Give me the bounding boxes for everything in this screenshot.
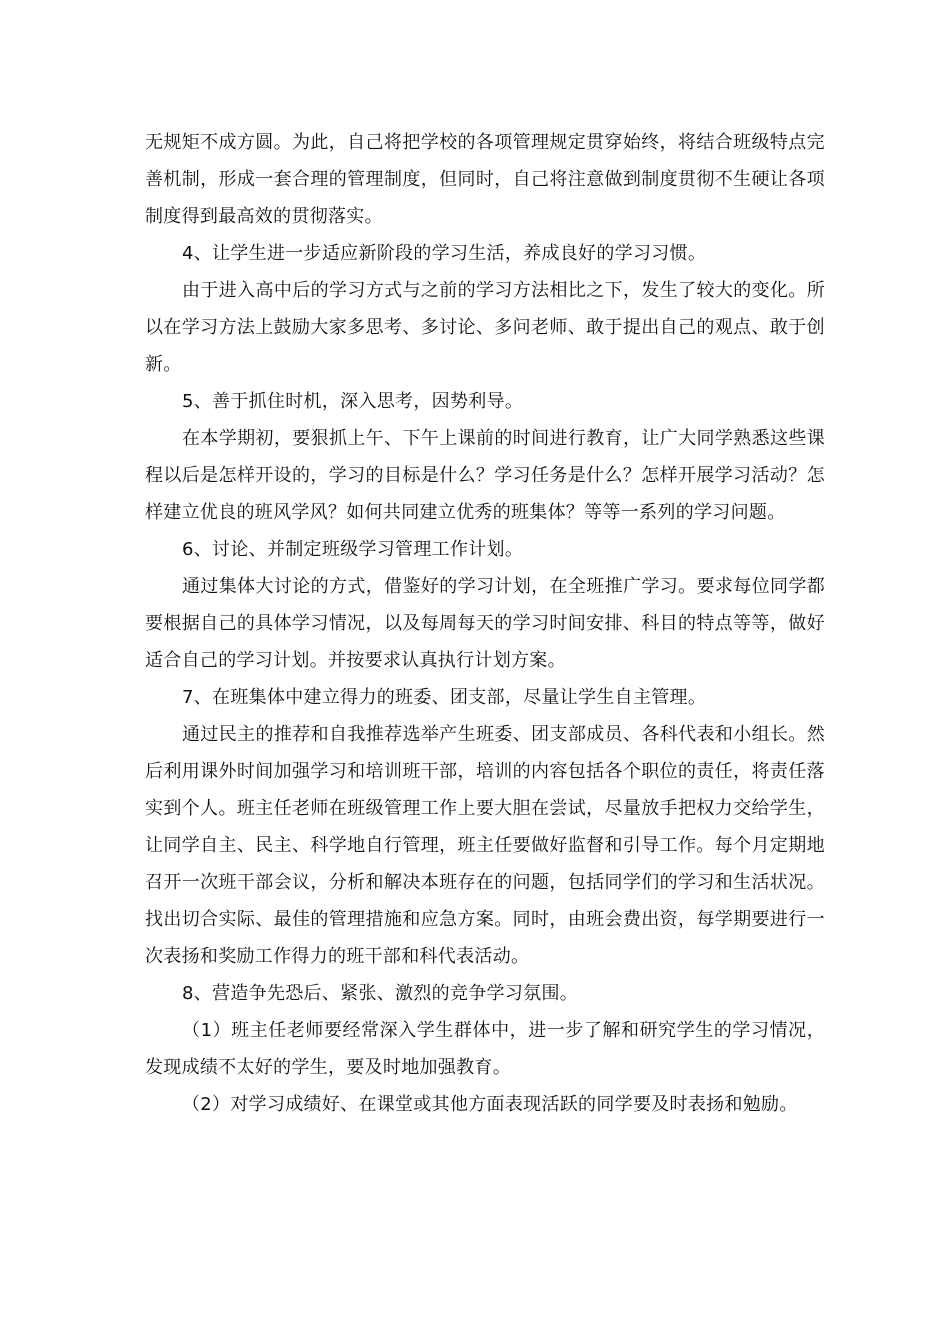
document-body [145,124,825,1123]
paragraph-item-5: 在本学期初，要狠抓上午、下午上课前的时间进行教育，让广大同学熟悉这些课程以后是怎样开设的，学习的目标是什么？学习任务是什么？怎样开展学习活动？怎样建立优良的班风学风？如何共同建立优秀的班集体？等等一系列的学习问题。 [145,428,825,523]
paragraph-item-4: 由于进入高中后的学习方式与之前的学习方法相比之下，发生了较大的变化。所以在学习方法上鼓励大家多思考、多讨论、多问老师、敢于提出自己的观点、敢于创新。 [145,280,825,375]
heading-item-5: 5、善于抓住时机，深入思考，因势利导。 [182,391,524,412]
sub-item-1: （1）班主任老师要经常深入学生群体中，进一步了解和研究学生的学习情况，发现成绩不太好的学生，要及时地加强教育。 [145,1020,825,1078]
heading-item-8: 8、营造争先恐后、紧张、激烈的竞争学习氛围。 [182,983,579,1004]
paragraph-item-6: 通过集体大讨论的方式，借鉴好的学习计划，在全班推广学习。要求每位同学都要根据自己的具体学习情况，以及每周每天的学习时间安排、科目的特点等等，做好适合自己的学习计划。并按要求认真执行计划方案。 [145,576,825,671]
sub-item-2: （2）对学习成绩好、在课堂或其他方面表现活跃的同学要及时表扬和勉励。 [182,1094,798,1115]
heading-item-4: 4、让学生进一步适应新阶段的学习生活，养成良好的学习习惯。 [182,243,707,264]
heading-item-6: 6、讨论、并制定班级学习管理工作计划。 [182,539,524,560]
paragraph-rules: 无规矩不成方圆。为此，自己将把学校的各项管理规定贯穿始终，将结合班级特点完善机制，形成一套合理的管理制度，但同时，自己将注意做到制度贯彻不生硬让各项制度得到最高效的贯彻落实。 [145,132,825,227]
paragraph-item-7: 通过民主的推荐和自我推荐选举产生班委、团支部成员、各科代表和小组长。然后利用课外时间加强学习和培训班干部，培训的内容包括各个职位的责任，将责任落实到个人。班主任老师在班级管理工作上要大胆在尝试，尽量放手把权力交给学生，让同学自主、民主、科学地自行管理，班主任要做好监督和引导工作。每个月定期地召开一次班干部会议，分析和解决本班存在的问题，包括同学们的学习和生活状况。找出切合实际、最佳的管理措施和应急方案。同时，由班会费出资，每学期要进行一次表扬和奖励工作得力的班干部和科代表活动。 [145,724,825,967]
heading-item-7: 7、在班集体中建立得力的班委、团支部，尽量让学生自主管理。 [182,687,707,708]
